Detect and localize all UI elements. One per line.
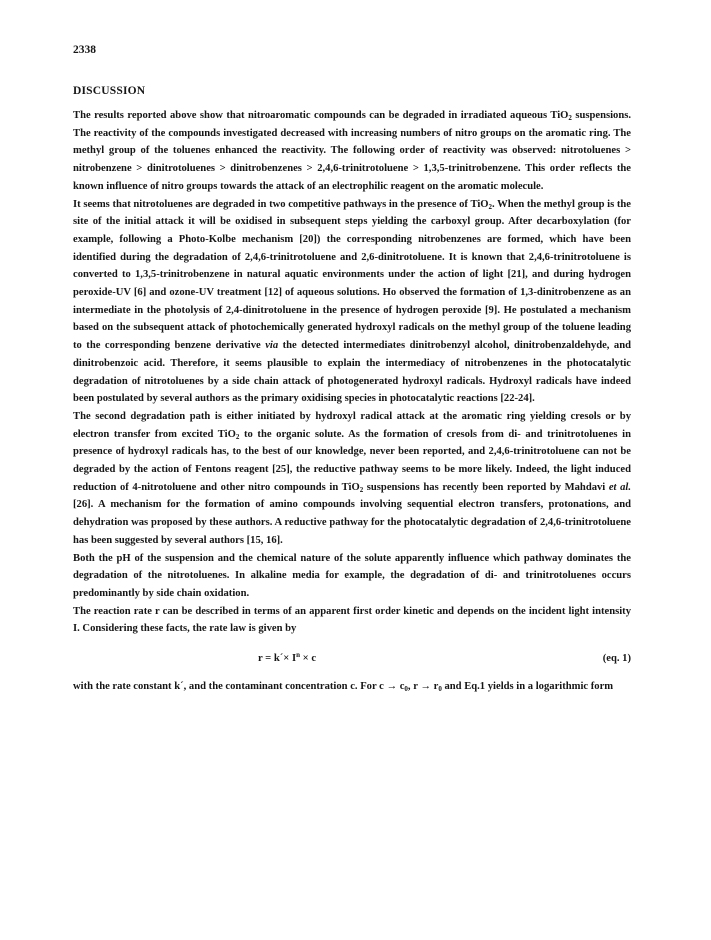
text-run: The second degradation path is either initiated by hydroxyl radical attack at the aromatic ring yielding cresols or by electron transfer from excited TiO bbox=[73, 410, 631, 440]
paragraph-2 bbox=[73, 196, 631, 408]
subscript: 2 bbox=[568, 114, 572, 122]
text-run: [26]. A mechanism for the formation of amino compounds involving sequential electron transfers, protonations, and dehydration was proposed by these authors. A reductive pathway for the photocatalytic degradation of 2,4,6-trinitrotoluene has been suggested by several authors [15, 16]. bbox=[73, 499, 631, 546]
equation-lhs: r = k´× I bbox=[258, 653, 297, 665]
text-run: and Eq.1 yields in a logarithmic form bbox=[441, 681, 614, 693]
text-run: suspensions. The reactivity of the compounds investigated decreased with increasing numbers of nitro groups on the aromatic ring. The methyl group of the toluenes enhanced the reactivity. The following order of reactivity was observed: nitrotoluenes > nitrobenzene > dinitrotoluenes > dinitrobenzenes > 2,4,6-trinitrotoluene > 1,3,5-trinitrobenzene. This order reflects the known influence of nitro groups towards the attack of an electrophilic reagent on the aromatic molecule. bbox=[73, 110, 632, 192]
equation-row bbox=[73, 644, 631, 674]
section-title: DISCUSSION bbox=[73, 85, 146, 97]
italic-text: et al. bbox=[608, 481, 632, 493]
text-run: suspensions has recently been reported by Mahdavi bbox=[363, 481, 609, 493]
text-run: to the organic solute. As the formation of cresols from di- and trinitrotoluenes in presence of hydroxyl radicals has, to the best of our knowledge, never been reported, and 2,4,6-trinitrotoluene can not be degraded by the action of Fentons reagent [25], the reductive pathway seems to be more likely. Indeed, the light induced reduction of 4-nitrotoluene and other nitro compounds in TiO bbox=[73, 428, 631, 493]
subscript: 0 bbox=[404, 685, 408, 694]
equation-label: (eq. 1) bbox=[602, 653, 631, 665]
text-run: with the rate constant k´, and the contaminant concentration c. For c → c bbox=[73, 681, 405, 693]
page-number: 2338 bbox=[73, 44, 96, 56]
text-run: It seems that nitrotoluenes are degraded in two competitive pathways in the presence of TiO bbox=[73, 198, 489, 210]
subscript: 2 bbox=[359, 485, 364, 494]
paragraph-3 bbox=[73, 408, 631, 550]
paragraph-4: Both the pH of the suspension and the chemical nature of the solute apparently influence which pathway dominates the degradation of the nitrotoluenes. In alkaline media for example, the degradation of di- and trinitrotoluenes occurs predominantly by side chain oxidation. bbox=[73, 552, 631, 599]
subscript: 2 bbox=[235, 432, 240, 441]
paragraph-1 bbox=[73, 107, 631, 196]
subscript: 2 bbox=[488, 202, 493, 211]
text-run: the detected intermediates dinitrobenzyl alcohol, dinitrobenzaldehyde, and dinitrobenzoic acid. Therefore, it seems plausible to explain the intermediacy of nitrobenzenes in the photocatalytic degradation of nitrotoluenes by a side chain attack of photogenerated hydroxyl radicals. Hydroxyl radicals have indeed been postulated by several authors as the primary oxidising species in photocatalytic reactions [22-24]. bbox=[73, 340, 631, 405]
subscript: 0 bbox=[438, 685, 442, 694]
equation-rhs: × c bbox=[299, 653, 317, 665]
closing-paragraph bbox=[73, 678, 631, 696]
text-run: . When the methyl group is the site of the initial attack it will be oxidised in subsequent steps yielding the carboxyl group. After decarboxylation (for example, following a Photo-Kolbe mechanism [20]) the corresponding nitrobenzenes are formed, which have been identified during the degradation of 2,4,6-trinitrotoluene and 2,6-dinitrotoluene. It is known that 2,4,6-trinitrotoluene is converted to 1,3,5-trinitrobenzene in natural aquatic environments under the action of light [21], and during hydrogen peroxide-UV [6] and ozone-UV treatment [12] of aqueous solutions. Ho observed the formation of 1,3-dinitrobenzene as an intermediate in the photolysis of 2,4-dinitrotoluene in the presence of hydrogen peroxide [9]. He postulated a mechanism based on the subsequent attack of photochemically generated hydroxyl radicals on the methyl group of the toluene leading to the corresponding benzene derivative bbox=[73, 198, 631, 352]
text-run: , r → r bbox=[407, 681, 439, 693]
equation-exponent: n bbox=[296, 651, 300, 660]
paragraph-5: The reaction rate r can be described in terms of an apparent first order kinetic and depends on the incident light intensity I. Considering these facts, the rate law is given by bbox=[73, 605, 631, 635]
text-run: The results reported above show that nitroaromatic compounds can be degraded in irradiated aqueous TiO bbox=[73, 110, 569, 121]
italic-text: via bbox=[265, 340, 279, 352]
rate-equation bbox=[258, 650, 316, 668]
discussion-body bbox=[73, 107, 631, 696]
